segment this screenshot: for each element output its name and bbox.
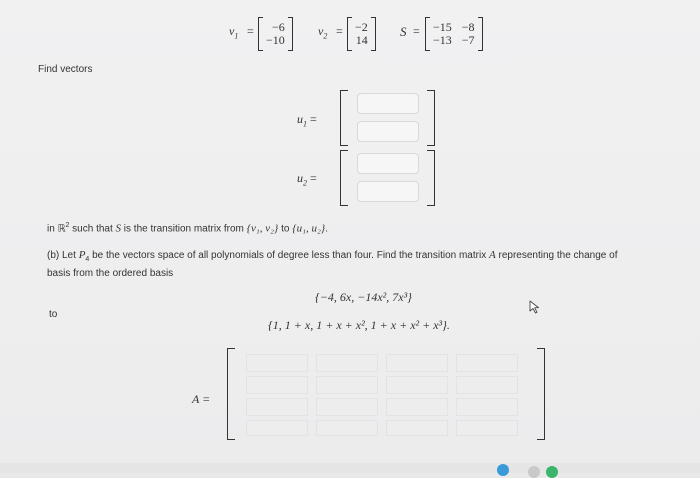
find-vectors-prompt: Find vectors	[38, 64, 93, 75]
A-entry-34-input[interactable]	[456, 398, 518, 416]
A-entry-11-input[interactable]	[246, 354, 308, 372]
u1-left-bracket	[340, 90, 348, 146]
A-entry-33-input[interactable]	[386, 398, 448, 416]
v2-equals: =	[336, 24, 343, 38]
s-entry-12: −8	[461, 20, 475, 34]
A-entry-22-input[interactable]	[316, 376, 378, 394]
A-entry-13-input[interactable]	[386, 354, 448, 372]
u1-label: $u_1$ =	[297, 112, 317, 129]
v2-entry-2: 14	[355, 33, 368, 47]
A-entry-44-input[interactable]	[456, 420, 518, 436]
v1-entry-2: −10	[266, 33, 285, 47]
A-entry-31-input[interactable]	[246, 398, 308, 416]
s-entry-11: −15	[433, 20, 452, 34]
A-entry-24-input[interactable]	[456, 376, 518, 394]
A-label: A =	[192, 392, 211, 406]
u2-entry-2-input[interactable]	[357, 181, 419, 202]
v1-entry-1: −6	[272, 20, 285, 34]
v2-label: $v_2$	[318, 24, 328, 41]
bottom-toolbar-strip	[0, 463, 700, 473]
v1-matrix	[258, 17, 293, 51]
A-entry-41-input[interactable]	[246, 420, 308, 436]
u1-entry-1-input[interactable]	[357, 93, 419, 114]
u2-label: $u_2$ =	[297, 171, 317, 188]
s-equals: =	[413, 24, 420, 38]
A-entry-42-input[interactable]	[316, 420, 378, 436]
s-entry-21: −13	[433, 33, 452, 47]
u2-right-bracket	[427, 150, 435, 206]
basis-to: {1, 1 + x, 1 + x + x², 1 + x + x² + x³}.	[268, 318, 450, 332]
A-entry-14-input[interactable]	[456, 354, 518, 372]
s-entry-22: −7	[461, 33, 475, 47]
part-b-question: (b) Let $P_4$ be the vectors space of all polynomials of degree less than four. Find the transition matrix A representing the change of basis from the ordered basis	[47, 249, 618, 279]
s-label: S	[400, 24, 407, 39]
pointer-cursor-icon	[528, 300, 542, 314]
A-entry-21-input[interactable]	[246, 376, 308, 394]
basis-from: {−4, 6x, −14x², 7x³}	[315, 290, 412, 304]
A-entry-43-input[interactable]	[386, 420, 448, 436]
v1-label: $v_1$	[229, 24, 239, 41]
v2-entry-1: −2	[355, 20, 368, 34]
u1-entry-2-input[interactable]	[357, 121, 419, 142]
s-matrix	[425, 17, 483, 51]
to-label: to	[49, 309, 58, 320]
u2-left-bracket	[340, 150, 348, 206]
u1-right-bracket	[427, 90, 435, 146]
toolbar-green-icon[interactable]	[546, 466, 558, 478]
part-a-condition: in ℝ$^2$ such that S is the transition matrix from {v₁, v₂} to {u₁, u₂}.	[47, 222, 328, 235]
A-entry-23-input[interactable]	[386, 376, 448, 394]
A-left-bracket	[227, 348, 235, 440]
v2-matrix	[347, 17, 376, 51]
v1-equals: =	[247, 24, 254, 38]
A-entry-12-input[interactable]	[316, 354, 378, 372]
A-right-bracket	[537, 348, 545, 440]
toolbar-blue-icon[interactable]	[497, 464, 509, 476]
A-entry-32-input[interactable]	[316, 398, 378, 416]
toolbar-gray-icon[interactable]	[528, 466, 540, 478]
u2-entry-1-input[interactable]	[357, 153, 419, 174]
